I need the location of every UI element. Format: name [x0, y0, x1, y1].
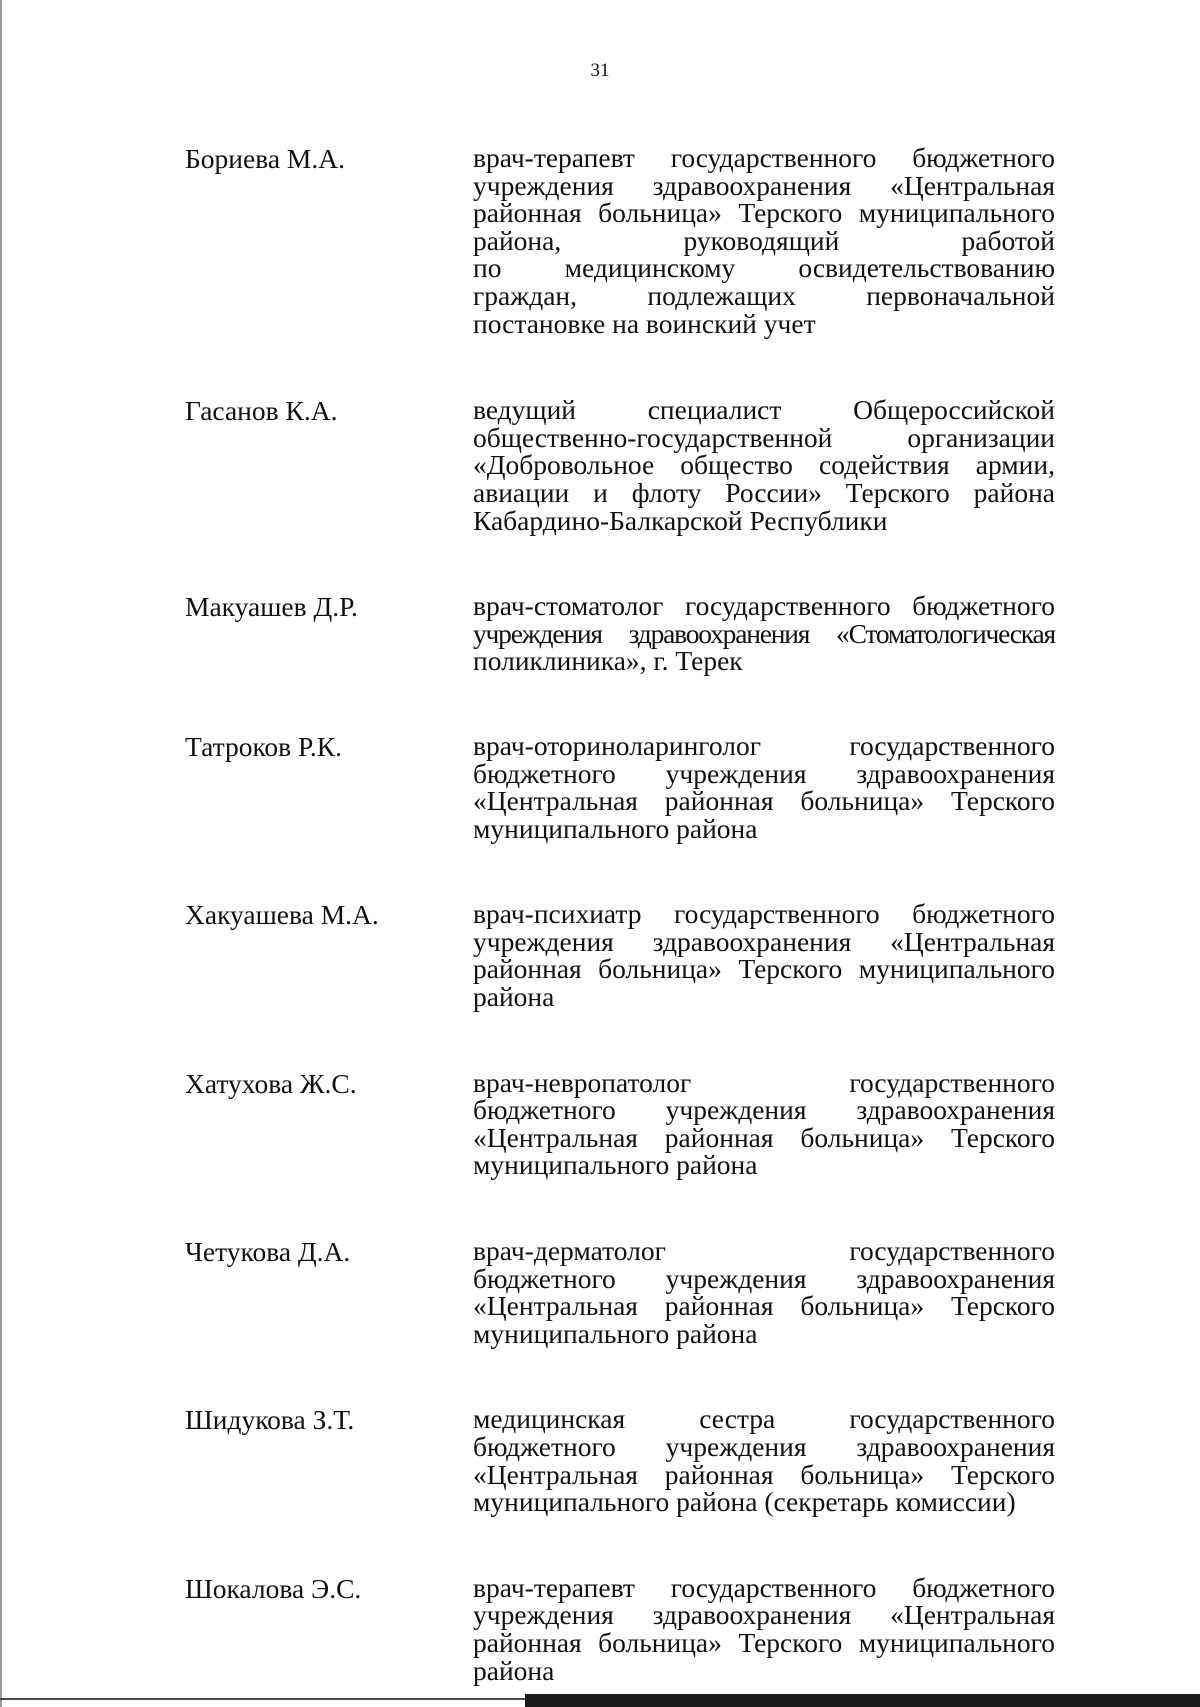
position-line: учреждения здравоохранения «Центральная	[473, 1599, 1055, 1631]
position-line: муниципального района	[473, 812, 758, 844]
position-line: «Центральная районная больница» Терского	[473, 1121, 1055, 1153]
position-line: врач-дерматолог государственного	[473, 1235, 1055, 1267]
member-entry	[185, 898, 1055, 1013]
member-entry	[185, 144, 1055, 337]
position-line: по медицинскому освидетельствованию	[473, 252, 1055, 284]
position-line: медицинская сестра государственного	[473, 1403, 1055, 1435]
position-line: постановке на воинский учет	[473, 307, 816, 339]
member-entry	[185, 1066, 1055, 1181]
position-line: районная больница» Терского муниципального	[473, 953, 1055, 985]
position-line: ведущий специалист Общероссийской	[473, 394, 1055, 426]
member-name: Шокалова Э.С.	[185, 1572, 362, 1604]
position-line: районная больница» Терского муниципального	[473, 197, 1055, 229]
position-line: врач-психиатр государственного бюджетного	[473, 898, 1055, 930]
position-line: бюджетного учреждения здравоохранения	[473, 1262, 1055, 1294]
position-line: районная больница» Терского муниципального	[473, 1626, 1055, 1658]
member-position	[473, 1403, 1055, 1518]
member-entry	[185, 1571, 1055, 1686]
member-name: Четукова Д.А.	[185, 1236, 351, 1268]
position-line: учреждения здравоохранения «Стоматологическая	[473, 617, 1055, 649]
position-line: «Центральная районная больница» Терского	[473, 785, 1055, 817]
position-line: бюджетного учреждения здравоохранения	[473, 1431, 1055, 1462]
member-entry	[185, 396, 1055, 534]
position-line: района	[473, 981, 555, 1013]
position-line: бюджетного учреждения здравоохранения	[473, 1094, 1055, 1126]
member-name: Бориева М.А.	[185, 143, 345, 174]
position-line: поликлиника», г. Терек	[473, 645, 743, 677]
position-line: врач-стоматолог государственного бюджетного	[473, 590, 1055, 622]
member-name: Макуашев Д.Р.	[185, 591, 358, 623]
position-line: «Центральная районная больница» Терского	[473, 1458, 1055, 1490]
position-line: муниципального района	[473, 1317, 758, 1349]
page-number: 31	[590, 60, 610, 81]
page-bottom-bar	[525, 1694, 1200, 1707]
position-line: врач-терапевт государственного бюджетного	[473, 142, 1055, 173]
member-name: Татроков Р.К.	[185, 730, 342, 762]
position-line: бюджетного учреждения здравоохранения	[473, 757, 1055, 789]
position-line: авиации и флоту России» Терского района	[473, 476, 1055, 508]
position-line: муниципального района	[473, 1149, 758, 1181]
page-left-edge	[0, 0, 2, 1707]
position-line: района, руководящий работой	[473, 224, 1055, 256]
position-line: врач-невропатолог государственного	[473, 1066, 1055, 1098]
member-position	[473, 396, 1055, 534]
member-entry	[185, 1403, 1055, 1518]
position-line: «Добровольное общество содействия армии,	[473, 449, 1055, 481]
position-line: района	[473, 1654, 555, 1686]
member-position	[473, 592, 1055, 675]
position-line: врач-оториноларинголог государственного	[473, 729, 1055, 761]
member-position	[473, 1571, 1055, 1686]
member-position	[473, 144, 1055, 337]
member-entry	[185, 1237, 1055, 1347]
member-position	[473, 729, 1055, 844]
member-position	[473, 898, 1055, 1013]
position-line: учреждения здравоохранения «Центральная	[473, 925, 1055, 957]
page-bottom-line	[0, 1698, 525, 1700]
position-line: «Центральная районная больница» Терского	[473, 1290, 1055, 1322]
member-name: Хатухова Ж.С.	[185, 1067, 357, 1099]
position-line: учреждения здравоохранения «Центральная	[473, 169, 1055, 201]
member-name: Шидукова З.Т.	[185, 1404, 355, 1436]
member-position	[473, 1066, 1055, 1181]
member-name: Гасанов К.А.	[185, 395, 338, 427]
member-entry	[185, 729, 1055, 844]
member-name: Хакуашева М.А.	[185, 899, 379, 931]
position-line: Кабардино-Балкарской Республики	[473, 504, 888, 536]
member-position	[473, 1237, 1055, 1347]
position-line: муниципального района (секретарь комиссии)	[473, 1486, 1016, 1518]
member-entry	[185, 592, 1055, 675]
position-line: врач-терапевт государственного бюджетного	[473, 1571, 1055, 1603]
commission-members-list	[185, 144, 1055, 1684]
position-line: общественно-государственной организации	[473, 421, 1055, 453]
position-line: граждан, подлежащих первоначальной	[473, 279, 1055, 311]
